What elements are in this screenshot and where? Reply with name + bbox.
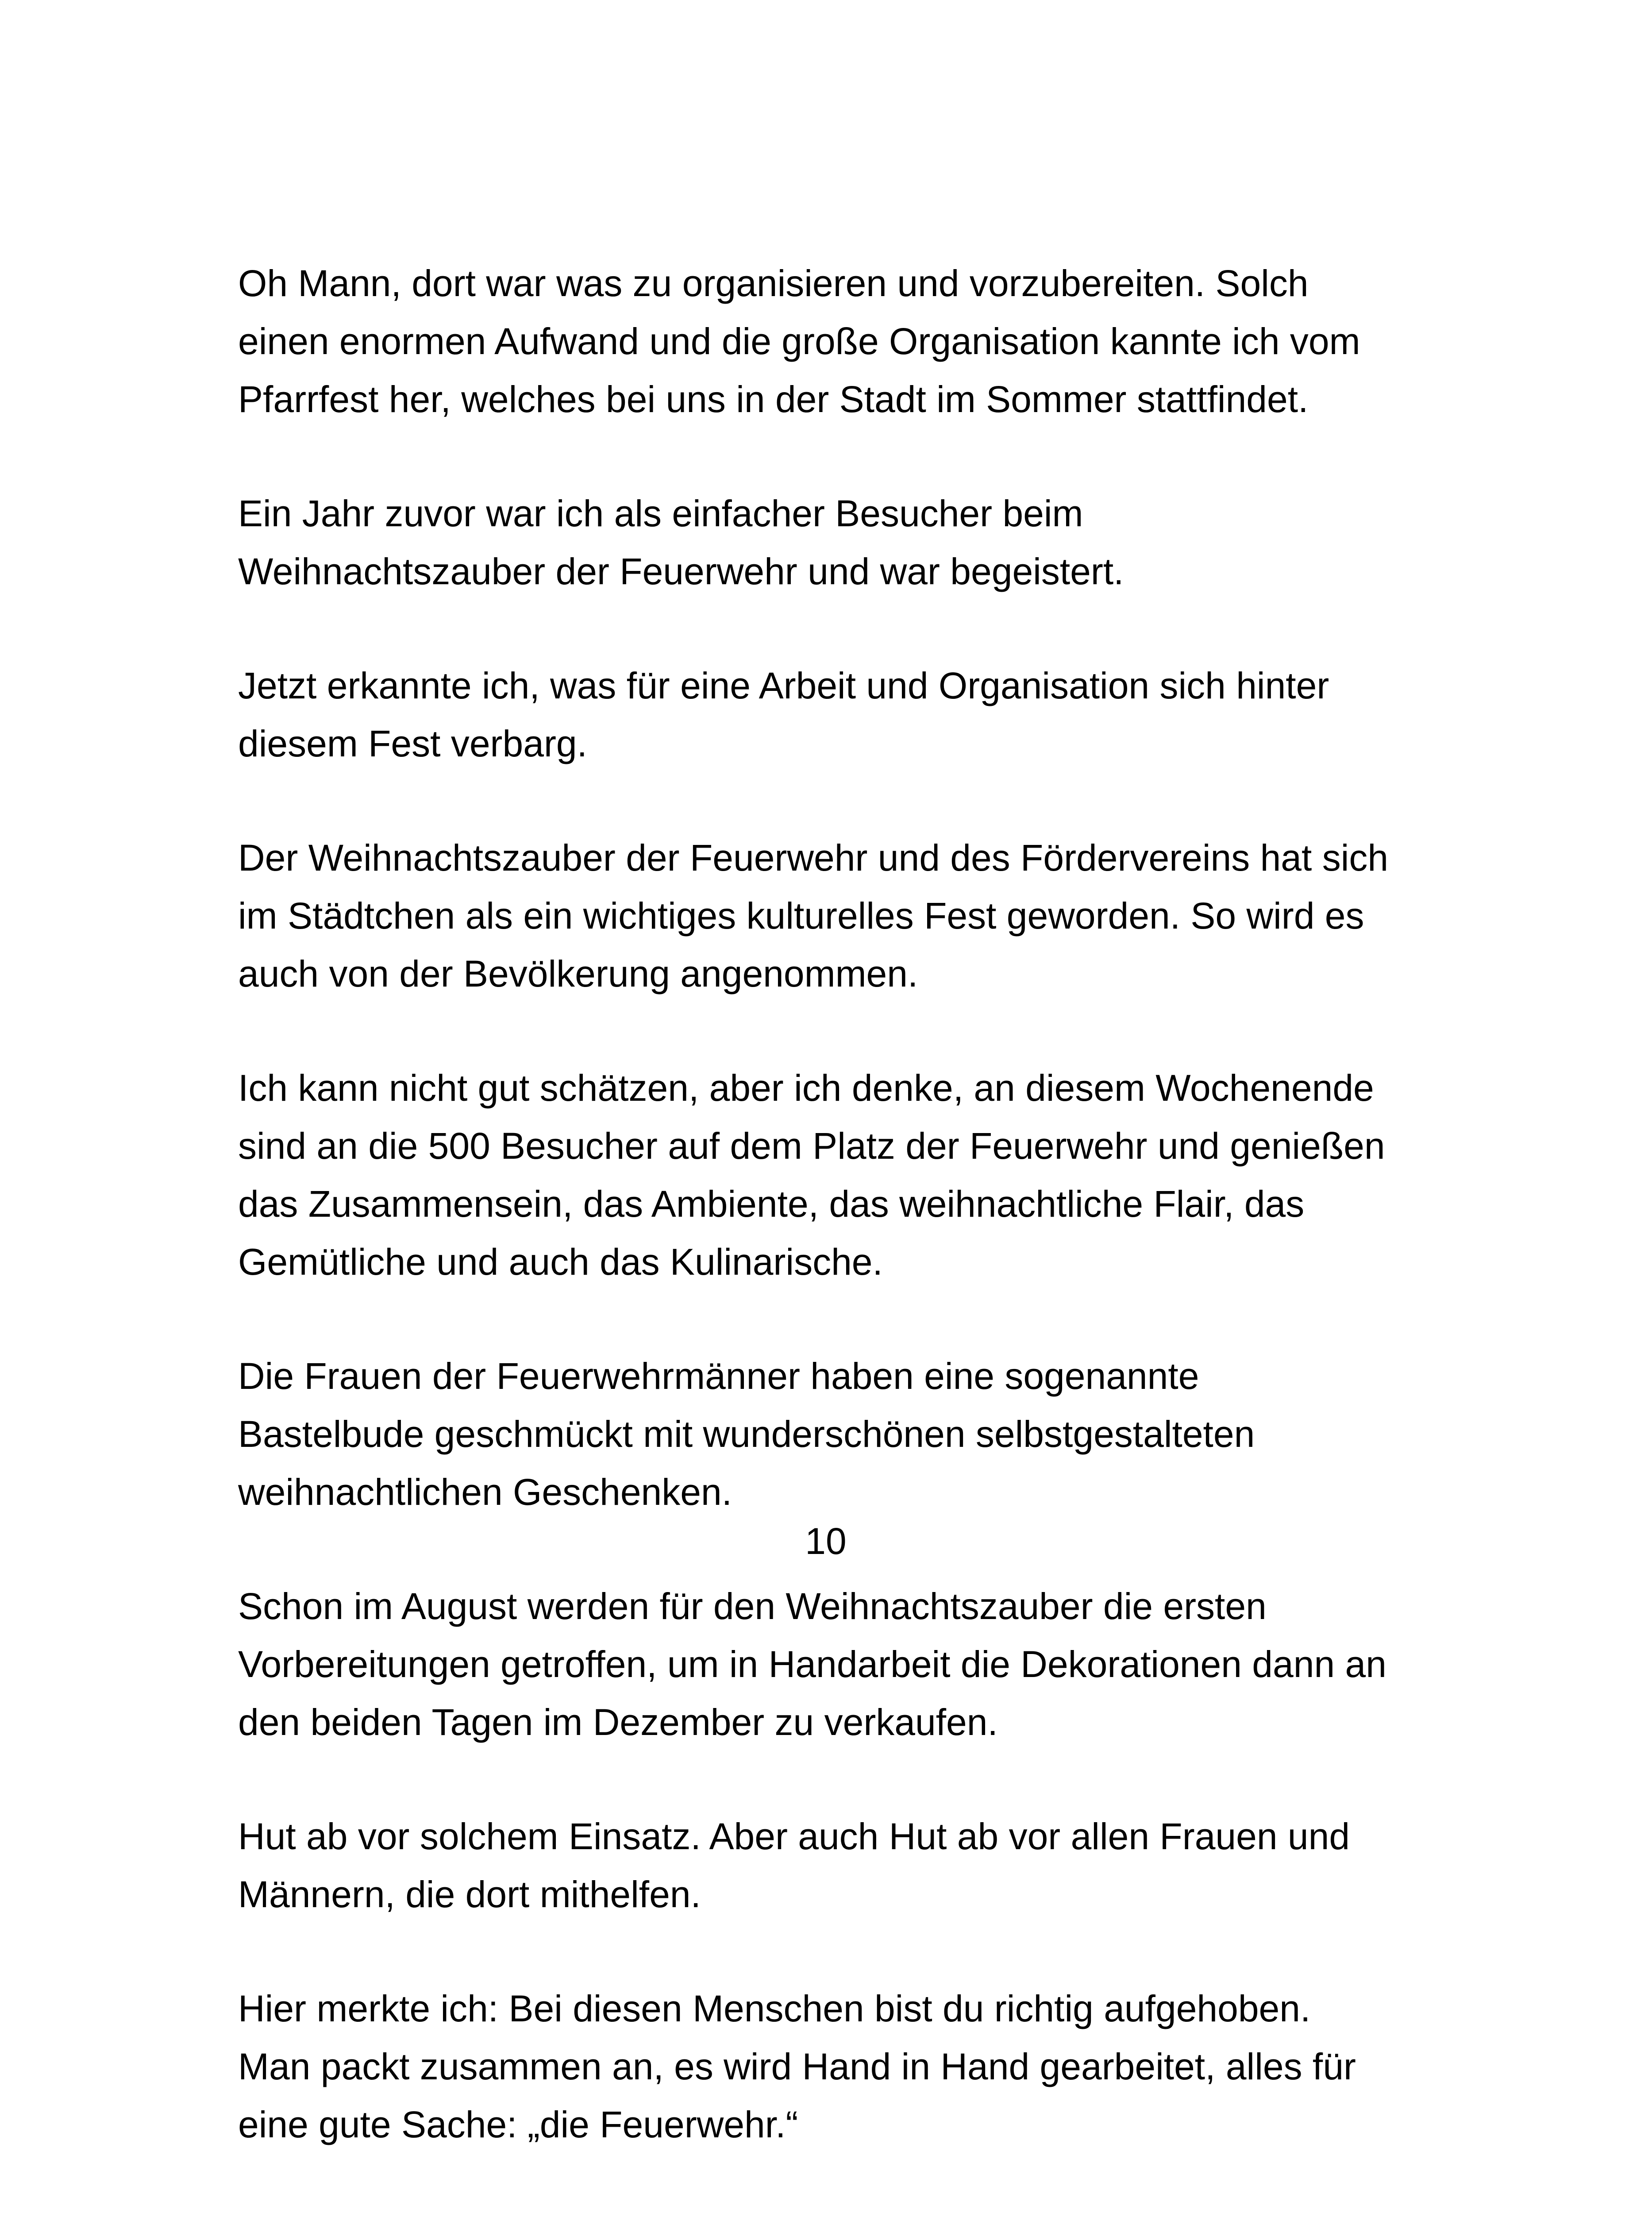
text-line: Weihnachtszauber der Feuerwehr und war begeistert. xyxy=(238,551,1124,592)
text-line: Männern, die dort mithelfen. xyxy=(238,1874,701,1915)
paragraph-10 xyxy=(238,2210,1477,2213)
paragraph-9 xyxy=(238,1980,1477,2154)
text-line: Die Frauen der Feuerwehrmänner haben eine sogenannte xyxy=(238,1355,1199,1397)
text-line: den beiden Tagen im Dezember zu verkaufen. xyxy=(238,1701,998,1743)
text-line: Man packt zusammen an, es wird Hand in Hand gearbeitet, alles für xyxy=(238,2046,1356,2087)
text-line: auch von der Bevölkerung angenommen. xyxy=(238,953,918,995)
text-line: Bastelbude geschmückt mit wunderschönen selbstgestalteten xyxy=(238,1413,1255,1455)
text-line: weihnachtlichen Geschenken. xyxy=(238,1471,732,1513)
text-line: Oh Mann, dort war was zu organisieren und vorzubereiten. Solch xyxy=(238,262,1309,304)
paragraph-4 xyxy=(238,829,1477,1003)
text-line: im Städtchen als ein wichtiges kulturelles Fest geworden. So wird es xyxy=(238,895,1364,937)
text-line: das Zusammensein, das Ambiente, das weihnachtliche Flair, das xyxy=(238,1183,1305,1225)
page-number: 10 xyxy=(805,1520,847,1562)
paragraph-8 xyxy=(238,1808,1477,1924)
text-line: Jetzt erkannte ich, was für eine Arbeit und Organisation sich hinter xyxy=(238,665,1329,706)
paragraph-7 xyxy=(238,1577,1477,1751)
text-line: Schon im August werden für den Weihnachtszauber die ersten xyxy=(238,1585,1267,1627)
text-line: diesem Fest verbarg. xyxy=(238,723,587,764)
text-line xyxy=(238,2210,1477,2213)
paragraph-5 xyxy=(238,1059,1477,1291)
text-line: Vorbereitungen getroffen, um in Handarbeit die Dekorationen dann an xyxy=(238,1643,1386,1685)
text-line: eine gute Sache: „die Feuerwehr.“ xyxy=(238,2104,798,2145)
text-line: sind an die 500 Besucher auf dem Platz der Feuerwehr und genießen xyxy=(238,1125,1385,1167)
text-line: Ein Jahr zuvor war ich als einfacher Besucher beim xyxy=(238,493,1083,534)
text-line: Pfarrfest her, welches bei uns in der Stadt im Sommer stattfindet. xyxy=(238,378,1309,420)
text-line: Gemütliche und auch das Kulinarische. xyxy=(238,1241,883,1283)
text-line: Hier merkte ich: Bei diesen Menschen bist du richtig aufgehoben. xyxy=(238,1988,1311,2029)
text-line: Hut ab vor solchem Einsatz. Aber auch Hut ab vor allen Frauen und xyxy=(238,1816,1350,1857)
paragraph-2 xyxy=(238,485,1477,601)
paragraph-3 xyxy=(238,657,1477,773)
paragraph-1 xyxy=(238,254,1477,428)
text-line: Der Weihnachtszauber der Feuerwehr und des Fördervereins hat sich xyxy=(238,837,1389,879)
body-text xyxy=(238,254,1477,2213)
text-line: einen enormen Aufwand und die große Organisation kannte ich vom xyxy=(238,320,1360,362)
paragraph-6 xyxy=(238,1347,1477,1521)
text-line: Ich kann nicht gut schätzen, aber ich denke, an diesem Wochenende xyxy=(238,1067,1374,1109)
